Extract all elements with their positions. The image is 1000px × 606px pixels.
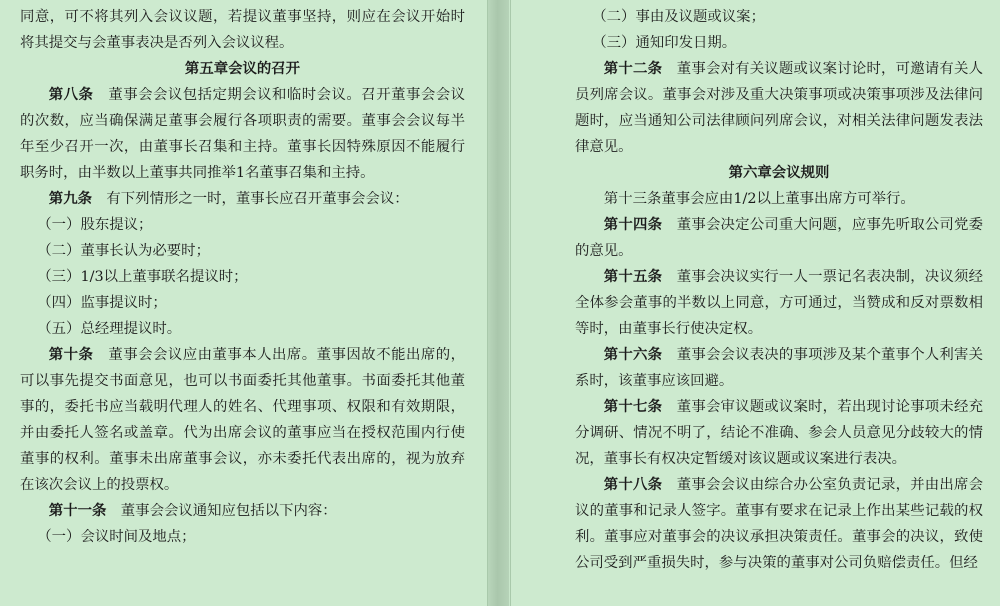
right-page [510,0,1000,606]
article-15 [575,264,983,342]
continued-paragraph: 同意，可不将其列入会议议题，若提议董事坚持，则应在会议开始时将其提交与会董事表决是否列入会议议程。 [20,9,465,51]
article-13: 第十三条董事会应由1/2以上董事出席方可举行。 [603,191,915,207]
article-10-text: 董事会会议应由董事本人出席。董事因故不能出席的，可以事先提交书面意见，也可以书面委托其他董事。书面委托其他董事的，委托书应当载明代理人的姓名、代理事项、权限和有效期限，并由委托人签名或盖章。代为出席会议的董事应当在授权范围内行使董事的权利。董事未出席董事会议，亦未委托代表出席的，视为放弃在该次会议上的投票权。 [20,347,465,493]
chapter-6-heading: 第六章会议规则 [728,164,830,181]
chapter-5-heading: 第五章会议的召开 [184,60,301,77]
page-gutter [488,0,509,606]
article-18-text: 董事会会议由综合办公室负责记录，并由出席会议的董事和记录人签字。董事有要求在记录上作出某些记载的权利。董事应对董事会的决议承担决策责任。董事会的决议，致使公司受到严重损失时，参与决策的董事对公司负赔偿责任。但经 [575,477,983,571]
article-16-label: 第十六条 [603,346,663,363]
article-14 [575,212,983,264]
article-10 [20,342,465,498]
article-12-label: 第十二条 [603,60,663,77]
article-12-text: 董事会对有关议题或议案讨论时，可邀请有关人员列席会议。董事会对涉及重大决策事项或决策事项涉及法律问题时，应当通知公司法律顾问列席会议，对相关法律问题发表法律意见。 [575,61,983,155]
article-9-item-1: （一）股东提议； [37,217,153,233]
article-16 [575,342,983,394]
article-18 [575,472,983,576]
article-17-text: 董事会审议题或议案时，若出现讨论事项未经充分调研、情况不明了，结论不准确、参会人员意见分歧较大的情况，董事长有权决定暂缓对该议题或议案进行表决。 [575,399,983,467]
article-8-text: 董事会会议包括定期会议和临时会议。召开董事会会议的次数，应当确保满足董事会履行各项职责的需要。董事会会议每半年至少召开一次，由董事长召集和主持。董事长因特殊原因不能履行职务时，由半数以上董事共同推举1名董事召集和主持。 [20,87,465,181]
article-11-item-2: （二）事由及议题或议案； [592,9,765,25]
article-11-text: 董事会会议通知应包括以下内容： [120,503,337,519]
right-page-content [575,4,983,576]
left-page-content [20,4,465,550]
article-9-item-4: （四）监事提议时； [37,295,167,311]
article-14-label: 第十四条 [603,216,663,233]
article-16-text: 董事会会议表决的事项涉及某个董事个人利害关系时，该董事应该回避。 [575,347,983,389]
left-page [0,0,488,606]
article-9 [20,186,465,212]
article-17-label: 第十七条 [603,398,663,415]
article-8-label: 第八条 [48,86,94,103]
article-11-item-3: （三）通知印发日期。 [592,35,737,51]
article-11 [20,498,465,524]
article-9-item-3: （三）1/3以上董事联名提议时； [37,269,248,285]
article-9-item-5: （五）总经理提议时。 [37,321,182,337]
article-11-item-1: （一）会议时间及地点； [37,529,196,545]
article-9-text: 有下列情形之一时，董事长应召开董事会会议： [106,191,409,207]
article-15-label: 第十五条 [603,268,663,285]
article-8 [20,82,465,186]
article-9-label: 第九条 [48,190,92,207]
article-12 [575,56,983,160]
article-9-item-2: （二）董事长认为必要时； [37,243,210,259]
article-11-label: 第十一条 [48,502,107,519]
article-14-text: 董事会决定公司重大问题，应事先听取公司党委的意见。 [575,217,983,259]
article-18-label: 第十八条 [603,476,663,493]
article-15-text: 董事会决议实行一人一票记名表决制，决议须经全体参会董事的半数以上同意，方可通过，当赞成和反对票数相等时，由董事长行使决定权。 [575,269,983,337]
article-10-label: 第十条 [48,346,94,363]
article-17 [575,394,983,472]
